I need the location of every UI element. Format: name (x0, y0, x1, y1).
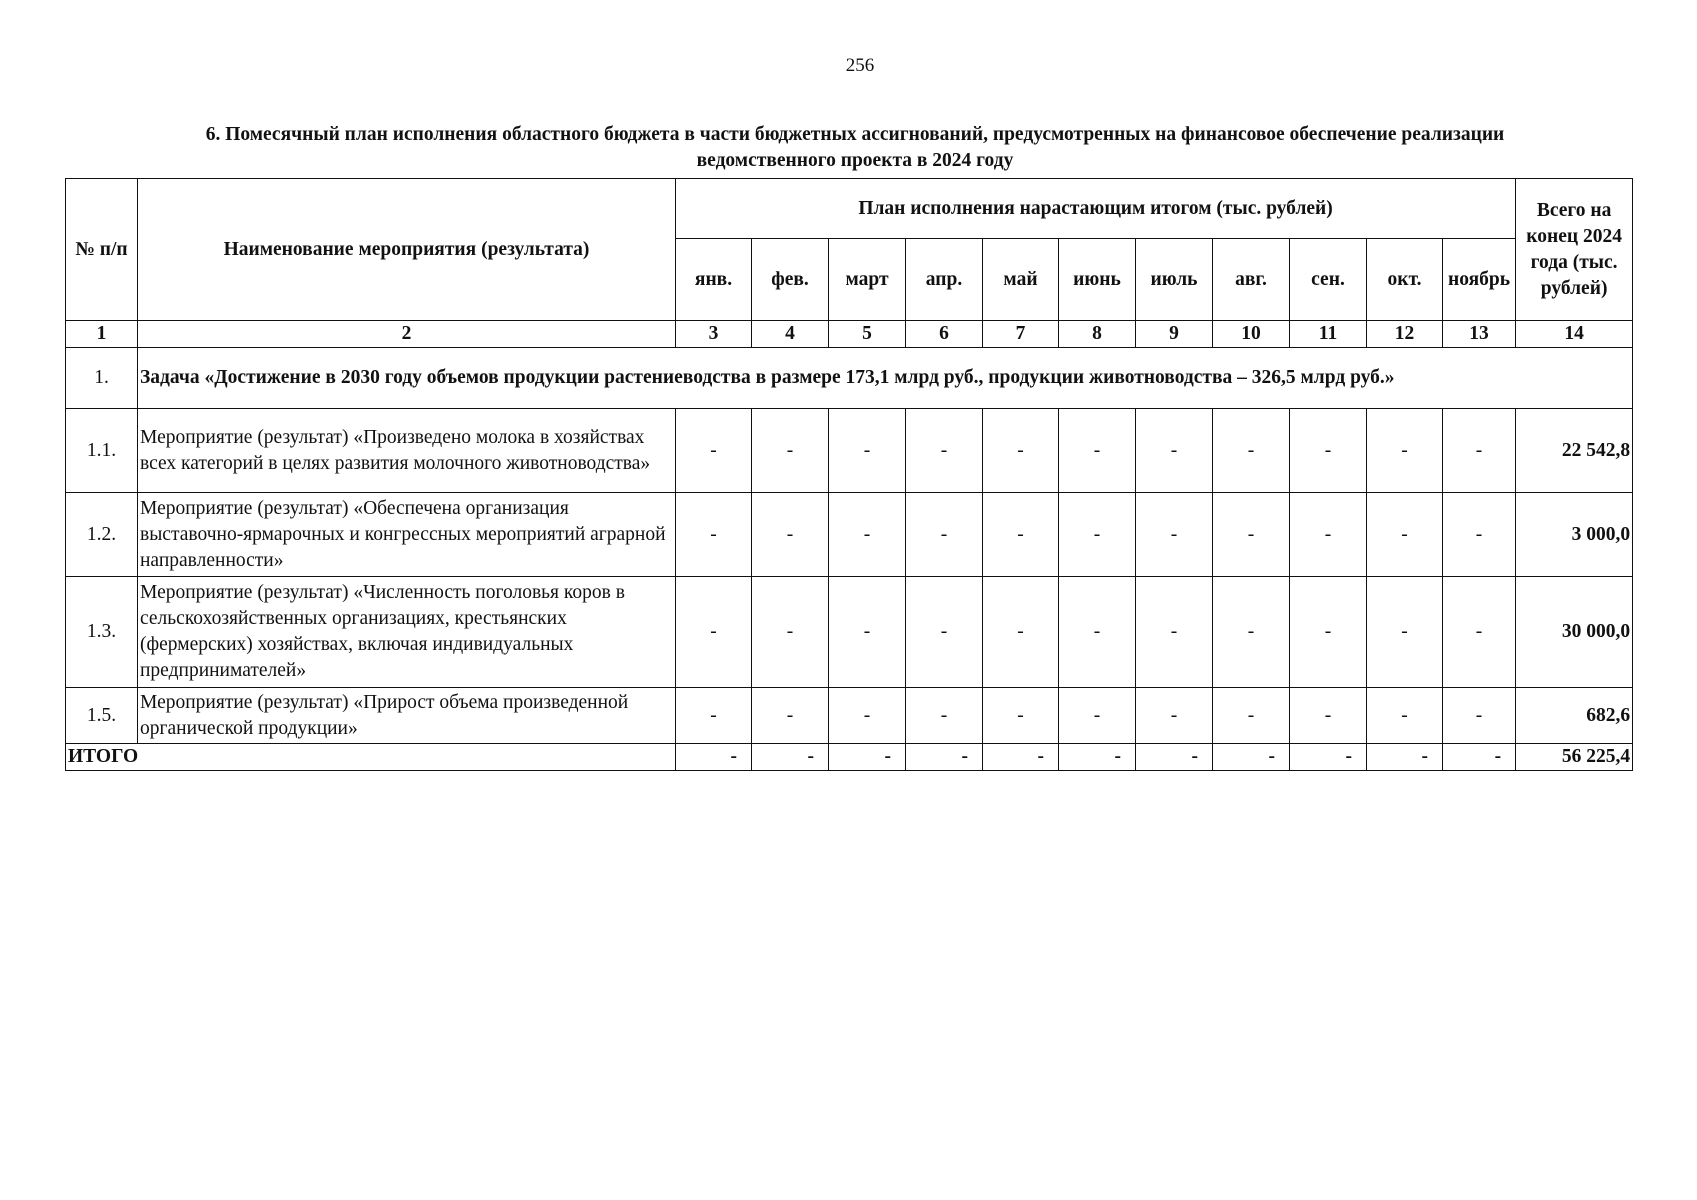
table-row (66, 493, 1633, 577)
row-month-value: - (983, 577, 1059, 688)
grand-total-month-value: - (1213, 744, 1290, 771)
grand-total-value: 56 225,4 (1516, 744, 1633, 771)
row-month-value: - (1367, 577, 1443, 688)
row-activity-name: Мероприятие (результат) «Обеспечена организация выставочно-ярмарочных и конгрессных мероприятий аграрной направленности» (138, 493, 676, 577)
header-total: Всего на конец 2024 года (тыс. рублей) (1516, 179, 1633, 321)
row-month-value: - (752, 409, 829, 493)
grand-total-month-value: - (906, 744, 983, 771)
header-plan-group: План исполнения нарастающим итогом (тыс. рублей) (676, 179, 1516, 239)
column-number: 5 (829, 321, 906, 348)
task-number: 1. (66, 348, 138, 409)
row-activity-name: Мероприятие (результат) «Численность поголовья коров в сельскохозяйственных организациях, крестьянских (фермерских) хозяйствах, включая индивидуальных предпринимателей» (138, 577, 676, 688)
row-month-value: - (1367, 409, 1443, 493)
row-month-value: - (1136, 493, 1213, 577)
column-number: 7 (983, 321, 1059, 348)
row-month-value: - (983, 493, 1059, 577)
grand-total-month-value: - (829, 744, 906, 771)
header-month: янв. (676, 239, 752, 321)
column-numbers-row (66, 321, 1633, 348)
row-number: 1.5. (66, 688, 138, 744)
grand-total-label: ИТОГО (66, 744, 676, 771)
grand-total-month-value: - (1059, 744, 1136, 771)
row-month-value: - (676, 688, 752, 744)
column-number: 3 (676, 321, 752, 348)
table-row (66, 409, 1633, 493)
column-number: 9 (1136, 321, 1213, 348)
column-number: 11 (1290, 321, 1367, 348)
row-total-value: 22 542,8 (1516, 409, 1633, 493)
row-month-value: - (1136, 409, 1213, 493)
row-month-value: - (1290, 409, 1367, 493)
header-row-1 (66, 179, 1633, 239)
row-month-value: - (829, 577, 906, 688)
header-month: июль (1136, 239, 1213, 321)
header-month: март (829, 239, 906, 321)
row-month-value: - (906, 409, 983, 493)
row-total-value: 3 000,0 (1516, 493, 1633, 577)
column-number: 1 (66, 321, 138, 348)
page-number: 256 (845, 55, 875, 76)
table-row (66, 688, 1633, 744)
document-title (100, 122, 1610, 174)
header-month: авг. (1213, 239, 1290, 321)
grand-total-month-value: - (676, 744, 752, 771)
column-number: 14 (1516, 321, 1633, 348)
row-month-value: - (1059, 493, 1136, 577)
column-number: 8 (1059, 321, 1136, 348)
grand-total-month-value: - (983, 744, 1059, 771)
row-month-value: - (1290, 577, 1367, 688)
grand-total-month-value: - (1443, 744, 1516, 771)
row-activity-name: Мероприятие (результат) «Произведено молока в хозяйствах всех категорий в целях развития молочного животноводства» (138, 409, 676, 493)
column-number: 12 (1367, 321, 1443, 348)
header-name: Наименование мероприятия (результата) (138, 179, 676, 321)
row-month-value: - (1136, 688, 1213, 744)
budget-plan-table (65, 178, 1633, 771)
column-number: 4 (752, 321, 829, 348)
row-month-value: - (1059, 688, 1136, 744)
header-num: № п/п (66, 179, 138, 321)
row-month-value: - (1443, 493, 1516, 577)
row-month-value: - (829, 688, 906, 744)
row-number: 1.1. (66, 409, 138, 493)
column-number: 2 (138, 321, 676, 348)
column-number: 10 (1213, 321, 1290, 348)
row-month-value: - (906, 493, 983, 577)
column-number: 6 (906, 321, 983, 348)
header-month: сен. (1290, 239, 1367, 321)
title-line-2: ведомственного проекта в 2024 году (696, 150, 1014, 171)
row-activity-name: Мероприятие (результат) «Прирост объема произведенной органической продукции» (138, 688, 676, 744)
header-month: фев. (752, 239, 829, 321)
row-month-value: - (829, 493, 906, 577)
row-month-value: - (752, 577, 829, 688)
row-month-value: - (1290, 493, 1367, 577)
header-month: июнь (1059, 239, 1136, 321)
row-number: 1.3. (66, 577, 138, 688)
row-month-value: - (1213, 409, 1290, 493)
row-month-value: - (1367, 688, 1443, 744)
header-month: окт. (1367, 239, 1443, 321)
row-total-value: 682,6 (1516, 688, 1633, 744)
header-month: ноябрь (1443, 239, 1516, 321)
header-month: апр. (906, 239, 983, 321)
row-month-value: - (676, 409, 752, 493)
row-total-value: 30 000,0 (1516, 577, 1633, 688)
row-month-value: - (906, 688, 983, 744)
grand-total-month-value: - (1367, 744, 1443, 771)
row-month-value: - (983, 688, 1059, 744)
title-line-1: 6. Помесячный план исполнения областного бюджета в части бюджетных ассигнований, предусмотренных на финансовое обеспечение реализации (205, 124, 1505, 145)
row-month-value: - (1213, 493, 1290, 577)
row-number: 1.2. (66, 493, 138, 577)
row-month-value: - (1443, 577, 1516, 688)
row-month-value: - (829, 409, 906, 493)
row-month-value: - (1443, 688, 1516, 744)
grand-total-row (66, 744, 1633, 771)
row-month-value: - (752, 493, 829, 577)
row-month-value: - (1443, 409, 1516, 493)
row-month-value: - (752, 688, 829, 744)
row-month-value: - (983, 409, 1059, 493)
header-month: май (983, 239, 1059, 321)
task-text: Задача «Достижение в 2030 году объемов продукции растениеводства в размере 173,1 млрд руб., продукции животноводства – 326,5 млрд руб.» (138, 348, 1633, 409)
row-month-value: - (1290, 688, 1367, 744)
row-month-value: - (1213, 688, 1290, 744)
row-month-value: - (906, 577, 983, 688)
row-month-value: - (1059, 577, 1136, 688)
row-month-value: - (1213, 577, 1290, 688)
grand-total-month-value: - (1136, 744, 1213, 771)
row-month-value: - (1367, 493, 1443, 577)
grand-total-month-value: - (1290, 744, 1367, 771)
table-row (66, 577, 1633, 688)
row-month-value: - (1059, 409, 1136, 493)
task-row (66, 348, 1633, 409)
row-month-value: - (676, 493, 752, 577)
row-month-value: - (1136, 577, 1213, 688)
grand-total-month-value: - (752, 744, 829, 771)
row-month-value: - (676, 577, 752, 688)
column-number: 13 (1443, 321, 1516, 348)
